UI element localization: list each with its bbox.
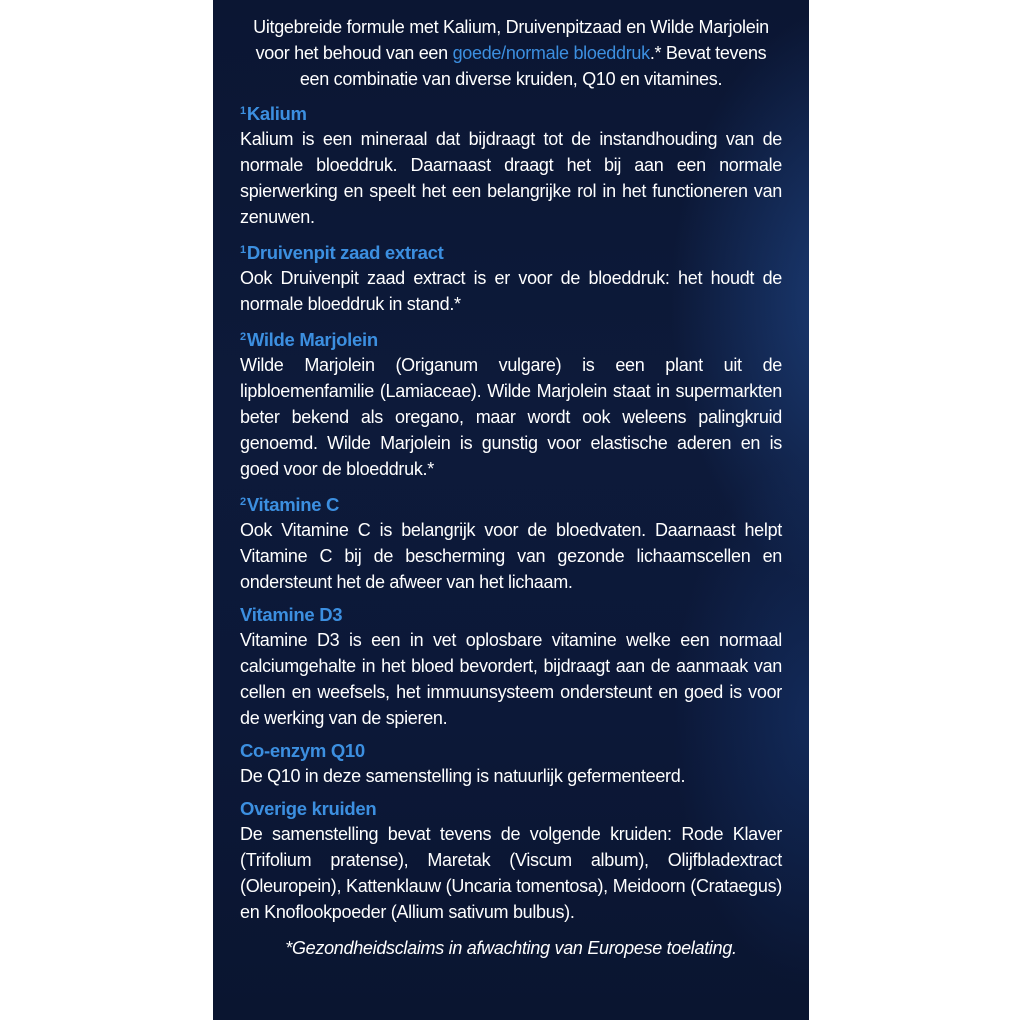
section-footnote-marker: 1 (240, 244, 246, 256)
section-heading (240, 99, 782, 126)
section-body: De Q10 in deze samenstelling is natuurlijk gefermenteerd. (240, 766, 686, 786)
section-body: De samenstelling bevat tevens de volgende kruiden: Rode Klaver (Trifolium pratense), Maretak (Viscum album), Olijfbladextract (Oleuropein), Kattenklauw (Uncaria tomentosa), Meidoorn (Crataegus) en Knoflookpoeder (Allium sativum bulbus). (240, 824, 782, 922)
section-title: Overige kruiden (240, 798, 377, 819)
section-druivenpit (240, 238, 782, 317)
section-body: Ook Vitamine C is belangrijk voor de bloedvaten. Daarnaast helpt Vitamine C bij de bescherming van gezonde lichaamscellen en ondersteunt het de afweer van het lichaam. (240, 520, 782, 592)
section-footnote-marker: 2 (240, 331, 246, 343)
section-heading (240, 490, 782, 517)
product-info-panel (213, 0, 809, 1020)
intro-highlight: goede/normale bloeddruk (452, 43, 650, 63)
footnote: *Gezondheidsclaims in afwachting van Europese toelating. (285, 938, 737, 958)
section-overige-kruiden (240, 797, 782, 925)
section-vitamine-c (240, 490, 782, 595)
section-body: Wilde Marjolein (Origanum vulgare) is een plant uit de lipbloemenfamilie (Lamiaceae). Wilde Marjolein staat in supermarkten beter bekend als oregano, maar wordt ook weleens palingkruid genoemd. Wilde Marjolein is gunstig voor elastische aderen en is goed voor de bloeddruk.* (240, 355, 782, 479)
section-title: Wilde Marjolein (246, 329, 378, 350)
section-vitamine-d3 (240, 603, 782, 731)
section-title: Druivenpit zaad extract (246, 242, 444, 263)
section-title: Vitamine D3 (240, 604, 343, 625)
intro-part-1: Uitgebreide formule met Kalium, Druivenpitzaad en Wilde Marjolein voor het behoud van een (253, 17, 769, 63)
section-kalium (240, 99, 782, 230)
section-title: Co-enzym Q10 (240, 740, 365, 761)
section-body: Ook Druivenpit zaad extract is er voor de bloeddruk: het houdt de normale bloeddruk in stand.* (240, 268, 782, 314)
section-heading (240, 739, 782, 763)
section-co-enzym-q10 (240, 739, 782, 789)
section-footnote-marker: 1 (240, 105, 246, 117)
section-heading (240, 238, 782, 265)
intro-text (240, 14, 782, 92)
section-body: Vitamine D3 is een in vet oplosbare vitamine welke een normaal calciumgehalte in het bloed bevordert, bijdraagt aan de aanmaak van cellen en weefsels, het immuunsysteem ondersteunt en goed is voor de werking van de spieren. (240, 630, 782, 728)
intro-part-2: .* Bevat tevens een combinatie van diverse kruiden, Q10 en vitamines. (299, 43, 767, 89)
section-wilde-marjolein (240, 325, 782, 482)
section-title: Vitamine C (246, 494, 340, 515)
section-heading (240, 797, 782, 821)
section-heading (240, 325, 782, 352)
section-heading (240, 603, 782, 627)
section-title: Kalium (246, 103, 307, 124)
section-footnote-marker: 2 (240, 496, 246, 508)
section-body: Kalium is een mineraal dat bijdraagt tot de instandhouding van de normale bloeddruk. Daarnaast draagt het bij aan een normale spierwerking en speelt het een belangrijke rol in het functioneren van zenuwen. (240, 129, 782, 227)
